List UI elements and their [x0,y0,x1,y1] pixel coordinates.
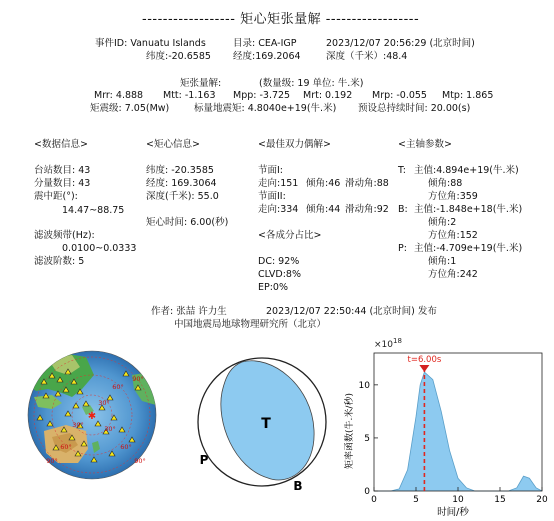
t-axis-label: T [261,416,271,432]
plane1-rake: 滑动角:88 [345,178,389,189]
plane2-strike: 走向:334 [258,204,299,215]
x-tick-label: 5 [413,495,419,505]
p-axis-value: 主值:-4.709e+19(牛.米) [414,243,523,254]
moment-rate-line [374,372,542,491]
chart-xlabel: 时间/秒 [437,507,469,518]
mrt-value: Mrt: 0.192 [303,90,353,101]
beachball [192,352,332,492]
event-id: 事件ID: Vanuatu Islands [95,38,206,49]
station-count: 台站数目: 43 [34,165,91,176]
distance-label: 30° [72,421,84,429]
b-axis-value: 主值:-1.848e+18(牛.米) [414,204,523,215]
mpp-value: Mpp: -3.725 [233,90,291,101]
mtt-value: Mtt: -1.163 [163,90,216,101]
mtp-value: Mtp: 1.865 [442,90,494,101]
double-couple-heading: <最佳双力偶解> [258,139,331,150]
b-axis-label: B [293,479,303,492]
x-tick-label: 20 [536,495,548,505]
chart-ylabel: 矩率函数(牛.米/秒) [345,393,355,469]
event-datetime: 2023/12/07 20:56:29 (北京时间) [326,38,475,49]
chart-scale-label: $\times 10^{18}$ [374,337,402,350]
b-axis-azimuth: 方位角:152 [428,230,478,241]
plane1-strike: 走向:151 [258,178,299,189]
plot-frame [374,353,542,491]
filter-band-value: 0.0100~0.0333 [62,243,137,254]
y-tick-label: 0 [364,487,370,497]
total-duration: 预设总持续时间: 20.00(s) [358,103,471,114]
scalar-moment: 标量地震矩: 4.8040e+19(牛.米) [194,103,337,114]
centroid-longitude: 经度: 169.3064 [146,178,217,189]
event-longitude: 经度:169.2064 [233,51,301,62]
x-tick-label: 15 [494,495,506,505]
plane2-dip: 倾角:44 [306,204,341,215]
plane1-label: 节面I: [258,165,284,176]
dc-percent: DC: 92% [258,256,300,267]
distance-value: 14.47~88.75 [62,205,125,216]
moment-rate-area [374,372,542,491]
distance-label: 90° [134,457,146,465]
authors: 作者: 张喆 许力生 [151,306,227,317]
y-tick-label: 10 [358,380,370,391]
distance-label: 90° [46,457,58,465]
page-title: ------------------ 矩心矩张量解 ------------------ [142,12,420,27]
data-info-heading: <数据信息> [34,139,88,150]
centroid-latitude: 纬度: -20.3585 [146,165,214,176]
distance-label: 60° [112,383,124,391]
distance-label: 30° [104,425,116,433]
plane2-rake: 滑动角:92 [345,204,389,215]
distance-label: 震中距(°): [34,191,78,202]
distance-label: 90° [132,375,144,383]
event-depth: 深度（千米）:48.4 [326,51,408,62]
filter-order: 滤波阶数: 5 [34,256,85,267]
x-tick-label: 10 [452,495,464,505]
p-axis-azimuth: 方位角:242 [428,269,478,280]
centroid-time-annotation: t=6.00s [407,355,442,365]
moment-tensor-scale: (数量级: 19 单位: 牛.米) [259,78,364,89]
b-axis-key: B: [398,204,408,215]
p-axis-label: P [199,453,209,467]
catalog: 目录: CEA-IGP [233,38,297,49]
t-axis-value: 主值:4.894e+19(牛.米) [414,165,519,176]
centroid-depth: 深度(千米): 55.0 [146,191,219,202]
filter-band-label: 滤波频带(Hz): [34,230,95,241]
p-axis-key: P: [398,243,407,254]
mrr-value: Mrr: 4.888 [94,90,144,101]
b-axis-plunge: 倾角:2 [428,217,457,228]
event-latitude: 纬度:-20.6585 [146,51,211,62]
centroid-info-heading: <矩心信息> [146,139,200,150]
epicenter-star: ✱ [87,411,97,422]
moment-magnitude: 矩震级: 7.05(Mw) [90,103,170,114]
published-time: 2023/12/07 22:50:44 (北京时间) 发布 [266,306,437,317]
distance-label: 60° [120,443,132,451]
institution: 中国地震局地球物理研究所（北京） [174,319,327,330]
plane1-dip: 倾角:46 [306,178,341,189]
component-count: 分量数目: 43 [34,178,91,189]
centroid-time: 矩心时间: 6.00(秒) [146,217,229,228]
components-heading: <各成分占比> [258,230,322,241]
t-axis-azimuth: 方位角:359 [428,191,478,202]
moment-tensor-label: 矩张量解: [180,78,222,89]
clvd-percent: CLVD:8% [258,269,301,280]
station-map [22,345,162,485]
ep-percent: EP:0% [258,282,289,293]
t-axis-plunge: 倾角:88 [428,178,463,189]
distance-label: 30° [98,399,110,407]
p-axis-plunge: 倾角:1 [428,256,457,267]
plane2-label: 节面II: [258,191,286,202]
t-axis-key: T: [398,165,406,176]
y-tick-label: 5 [364,433,370,444]
principal-axes-heading: <主轴参数> [398,139,452,150]
moment-rate-chart [338,333,552,519]
x-tick-label: 0 [371,495,377,505]
centroid-time-marker [419,365,429,372]
distance-label: 60° [60,443,72,451]
mrp-value: Mrp: -0.055 [372,90,427,101]
